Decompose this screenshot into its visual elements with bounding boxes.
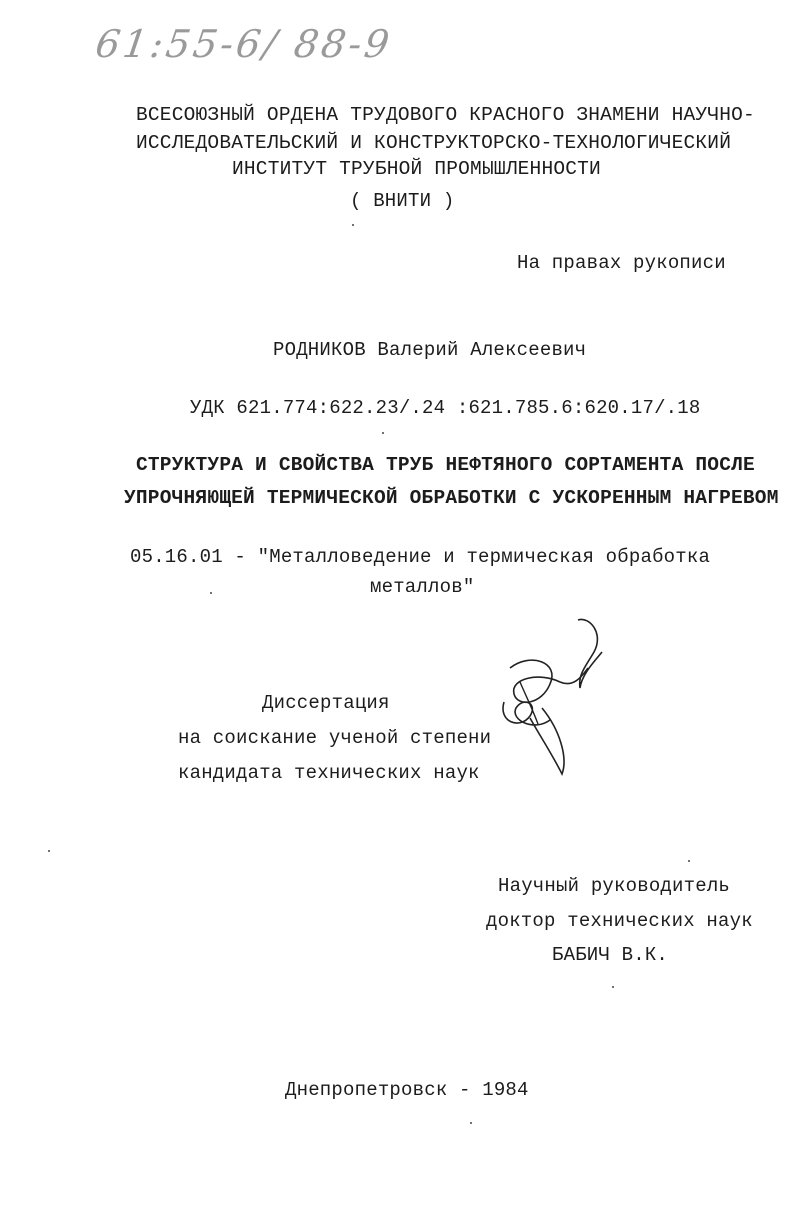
- title-line-2: УПРОЧНЯЮЩЕЙ ТЕРМИЧЕСКОЙ ОБРАБОТКИ С УСКОРЕННЫМ НАГРЕВОМ: [124, 487, 779, 509]
- scan-speck: [352, 224, 354, 226]
- dissertation-line-1: Диссертация: [262, 692, 390, 714]
- scan-speck: [470, 1122, 472, 1124]
- handwritten-reference: 61:55-6/ 88-9: [92, 22, 395, 66]
- supervisor-name: БАБИЧ В.К.: [552, 944, 669, 966]
- scan-speck: [612, 986, 614, 988]
- scan-speck: [688, 860, 690, 862]
- specialty-line-2: металлов": [370, 576, 475, 598]
- title-line-1: СТРУКТУРА И СВОЙСТВА ТРУБ НЕФТЯНОГО СОРТАМЕНТА ПОСЛЕ: [136, 454, 755, 476]
- dissertation-line-3: кандидата технических наук: [178, 762, 480, 784]
- author-name: РОДНИКОВ Валерий Алексеевич: [273, 339, 587, 361]
- institute-line-2: ИССЛЕДОВАТЕЛЬСКИЙ И КОНСТРУКТОРСКО-ТЕХНОЛОГИЧЕСКИЙ: [136, 132, 732, 154]
- scan-speck: [382, 432, 384, 434]
- signature-image: [490, 612, 620, 782]
- specialty-line-1: 05.16.01 - "Металловедение и термическая обработка: [130, 546, 711, 568]
- place-and-year: Днепропетровск - 1984: [285, 1079, 529, 1101]
- institute-line-3: ИНСТИТУТ ТРУБНОЙ ПРОМЫШЛЕННОСТИ: [232, 158, 601, 180]
- scan-speck: [48, 850, 50, 852]
- supervisor-role: Научный руководитель: [498, 875, 731, 897]
- institute-abbreviation: ( ВНИТИ ): [350, 190, 455, 212]
- rights-note: На правах рукописи: [517, 252, 726, 274]
- udk-code: УДК 621.774:622.23/.24 :621.785.6:620.17/.18: [190, 397, 701, 419]
- dissertation-line-2: на соискание ученой степени: [178, 727, 492, 749]
- scan-speck: [210, 592, 212, 594]
- institute-line-1: ВСЕСОЮЗНЫЙ ОРДЕНА ТРУДОВОГО КРАСНОГО ЗНАМЕНИ НАУЧНО-: [136, 104, 755, 126]
- supervisor-degree: доктор технических наук: [486, 910, 753, 932]
